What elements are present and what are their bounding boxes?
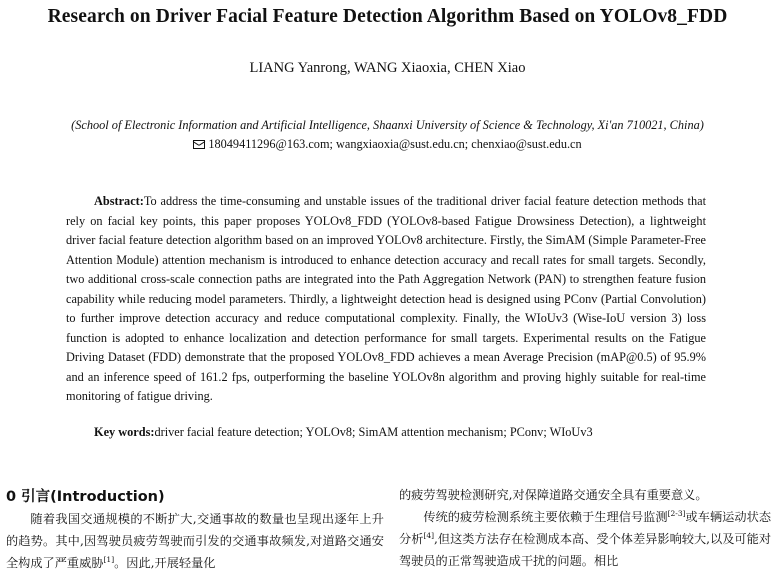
abstract [66, 192, 706, 407]
body-paragraph: 的疲劳驾驶检测研究,对保障道路交通安全具有重要意义。 [399, 488, 708, 502]
author-list: LIANG Yanrong, WANG Xiaoxia, CHEN Xiao [249, 60, 526, 76]
citation: [2-3] [667, 508, 686, 518]
body-paragraph [6, 508, 384, 574]
body-column-left [6, 484, 384, 574]
paragraph-text: 或车辆运动状态分析 [399, 510, 772, 546]
body-paragraph [399, 506, 771, 572]
keywords-sep: : [150, 425, 155, 439]
envelope-icon [193, 140, 205, 149]
keywords [94, 423, 714, 443]
citation: [1] [103, 554, 115, 564]
paragraph-text: ,但这类方法存在检测成本高、受个体差异影响较大,以及可能对驾驶员的正常驾驶造成干扰的问题。相比 [399, 532, 772, 568]
abstract-sep: : [139, 194, 144, 208]
email-line [0, 137, 775, 152]
abstract-text: To address the time-consuming and unstable issues of the traditional driver facial feature detection methods that rely on facial key points, this paper proposes YOLOv8_FDD (YOLOv8-based Fatigue Drowsiness Detection), a lightweight driver facial feature detection algorithm based on an improved YOLOv8 architecture. Firstly, the SimAM (Simple Parameter-Free Attention Module) attention mechanism is introduced to enhance detection accuracy and recall rates for small targets. Secondly, two additional cross-scale connection paths are integrated into the Path Aggregation Network (PAN) to strengthen feature fusion capability while reducing model parameters. Thirdly, a lightweight detection head is designed using PConv (Partial Convolution) to further improve detection accuracy and reduce computational complexity. Finally, the WIoUv3 (Wise-IoU version 3) loss function is adopted to enhance localization and detection performance for small targets. Experimental results on the Fatigue Driving Dataset (FDD) demonstrate that the proposed YOLOv8_FDD achieves a mean Average Precision (mAP@0.5) of 95.9% and an inference speed of 161.2 fps, outperforming the baseline YOLOv8n algorithm and proving highly suitable for real-time monitoring of fatigue driving. [66, 194, 706, 403]
keywords-text: driver facial feature detection; YOLOv8; SimAM attention mechanism; PConv; WIoUv3 [154, 425, 593, 439]
paragraph-text: 传统的疲劳检测系统主要依赖于生理信号监测 [423, 510, 668, 524]
body-column-right [399, 484, 771, 572]
section-heading: 0 引言(Introduction) [6, 489, 165, 505]
paragraph-text: 随着我国交通规模的不断扩大,交通事故的数量也呈现出逐年上升的趋势。其中,因驾驶员疲劳驾驶而引发的交通事故频发,对道路交通安全构成了严重威胁 [6, 512, 384, 570]
citation: [4] [423, 530, 435, 540]
affiliation: (School of Electronic Information and Artificial Intelligence, Shaanxi University of Science & Technology, Xi′an 710021, China) [71, 118, 704, 132]
paragraph-text: 。因此,开展轻量化 [114, 556, 216, 570]
keywords-label: Key words [94, 425, 151, 439]
abstract-label: Abstract [94, 194, 140, 208]
email-addresses: 18049411296@163.com; wangxiaoxia@sust.edu.cn; chenxiao@sust.edu.cn [208, 137, 582, 151]
paper-title: Research on Driver Facial Feature Detection Algorithm Based on YOLOv8_FDD [47, 6, 728, 27]
